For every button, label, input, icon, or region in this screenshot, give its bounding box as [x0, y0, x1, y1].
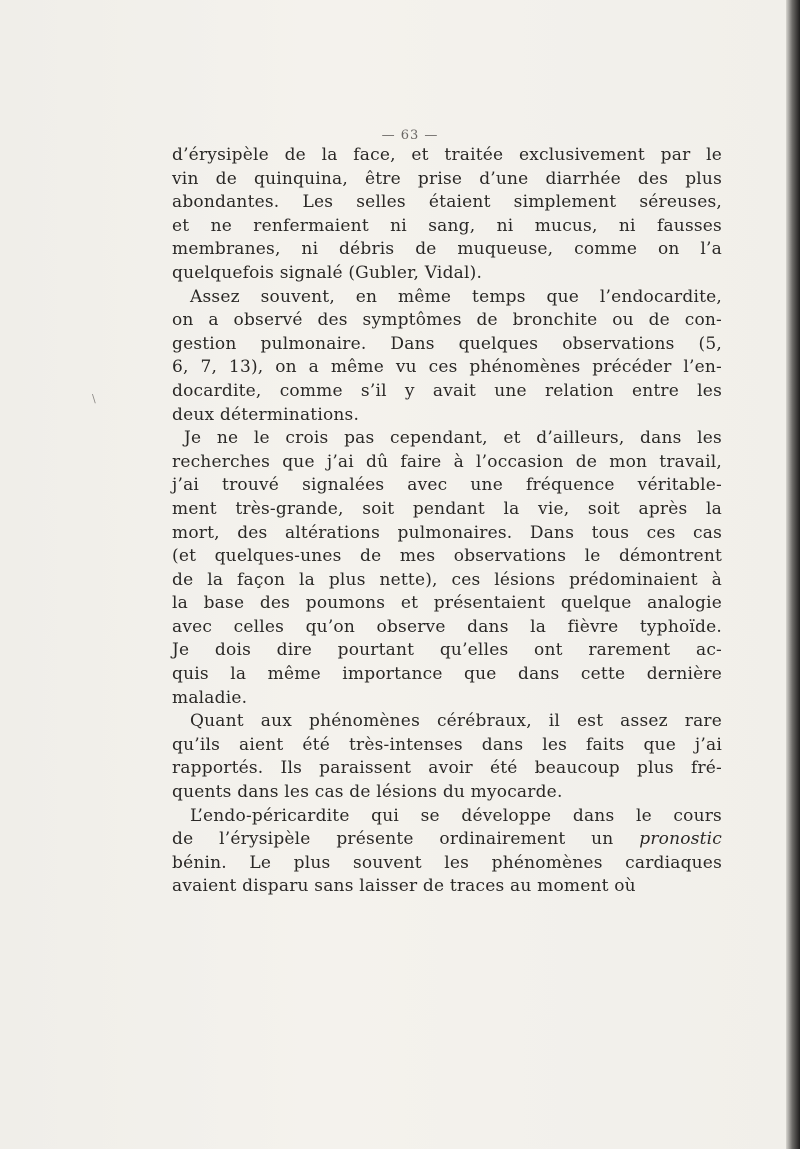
text-line: membranes, ni débris de muqueuse, comme on l’a [172, 239, 722, 260]
page-number: — 63 — [381, 128, 439, 143]
body-text [172, 144, 722, 899]
text-line: la base des poumons et présentaient quelque analogie [172, 593, 722, 614]
text-fragment: de l’érysipèle présente ordinairement un [172, 829, 614, 850]
text-line: vin de quinquina, être prise d’une diarrhée des plus [172, 168, 722, 189]
text-line: 6, 7, 13), on a même vu ces phénomènes précéder l’en- [172, 357, 722, 378]
text-line: quents dans les cas de lésions du myocarde. [172, 782, 563, 803]
page-edge-shadow [786, 0, 800, 1149]
text-line: d’érysipèle de la face, et traitée exclusivement par le [172, 145, 722, 165]
text-line: Je dois dire pourtant qu’elles ont rarement ac- [172, 640, 722, 661]
text-line: mort, des altérations pulmonaires. Dans tous ces cas [172, 522, 722, 543]
text-line: docardite, comme s’il y avait une relation entre les [172, 380, 722, 401]
text-line: avec celles qu’on observe dans la fièvre typhoïde. [172, 616, 722, 637]
text-line: rapportés. Ils paraissent avoir été beaucoup plus fré- [172, 758, 722, 779]
text-line: L’endo-péricardite qui se développe dans le cours [190, 805, 722, 826]
text-line: et ne renfermaient ni sang, ni mucus, ni fausses [172, 215, 722, 236]
text-line: deux déterminations. [172, 404, 360, 425]
text-line: ment très-grande, soit pendant la vie, soit après la [172, 498, 722, 519]
text-line: maladie. [172, 687, 248, 708]
text-line: bénin. Le plus souvent les phénomènes cardiaques [172, 852, 722, 873]
text-line: quelquefois signalé (Gubler, Vidal). [172, 262, 483, 283]
text-line: de la façon la plus nette), ces lésions prédominaient à [172, 569, 722, 590]
text-line: gestion pulmonaire. Dans quelques observations (5, [172, 333, 722, 354]
text-line: qu’ils aient été très-intenses dans les faits que j’ai [172, 734, 722, 755]
text-line: avaient disparu sans laisser de traces au moment où [172, 876, 636, 897]
text-line: Quant aux phénomènes cérébraux, il est assez rare [190, 711, 722, 732]
margin-mark: \ [92, 392, 96, 405]
text-line: quis la même importance que dans cette dernière [172, 664, 722, 685]
text-line: j’ai trouvé signalées avec une fréquence véritable- [172, 475, 722, 496]
text-line [172, 828, 722, 852]
text-line: Assez souvent, en même temps que l’endocardite, [190, 286, 722, 307]
italic-word: pronostic [639, 829, 723, 850]
text-line: on a observé des symptômes de bronchite ou de con- [172, 310, 722, 331]
text-line: abondantes. Les selles étaient simplement séreuses, [172, 192, 722, 213]
text-line: Je ne le crois pas cependant, et d’ailleurs, dans les [184, 428, 722, 449]
text-line: (et quelques-unes de mes observations le démontrent [172, 546, 722, 567]
text-line: recherches que j’ai dû faire à l’occasion de mon travail, [172, 451, 722, 472]
